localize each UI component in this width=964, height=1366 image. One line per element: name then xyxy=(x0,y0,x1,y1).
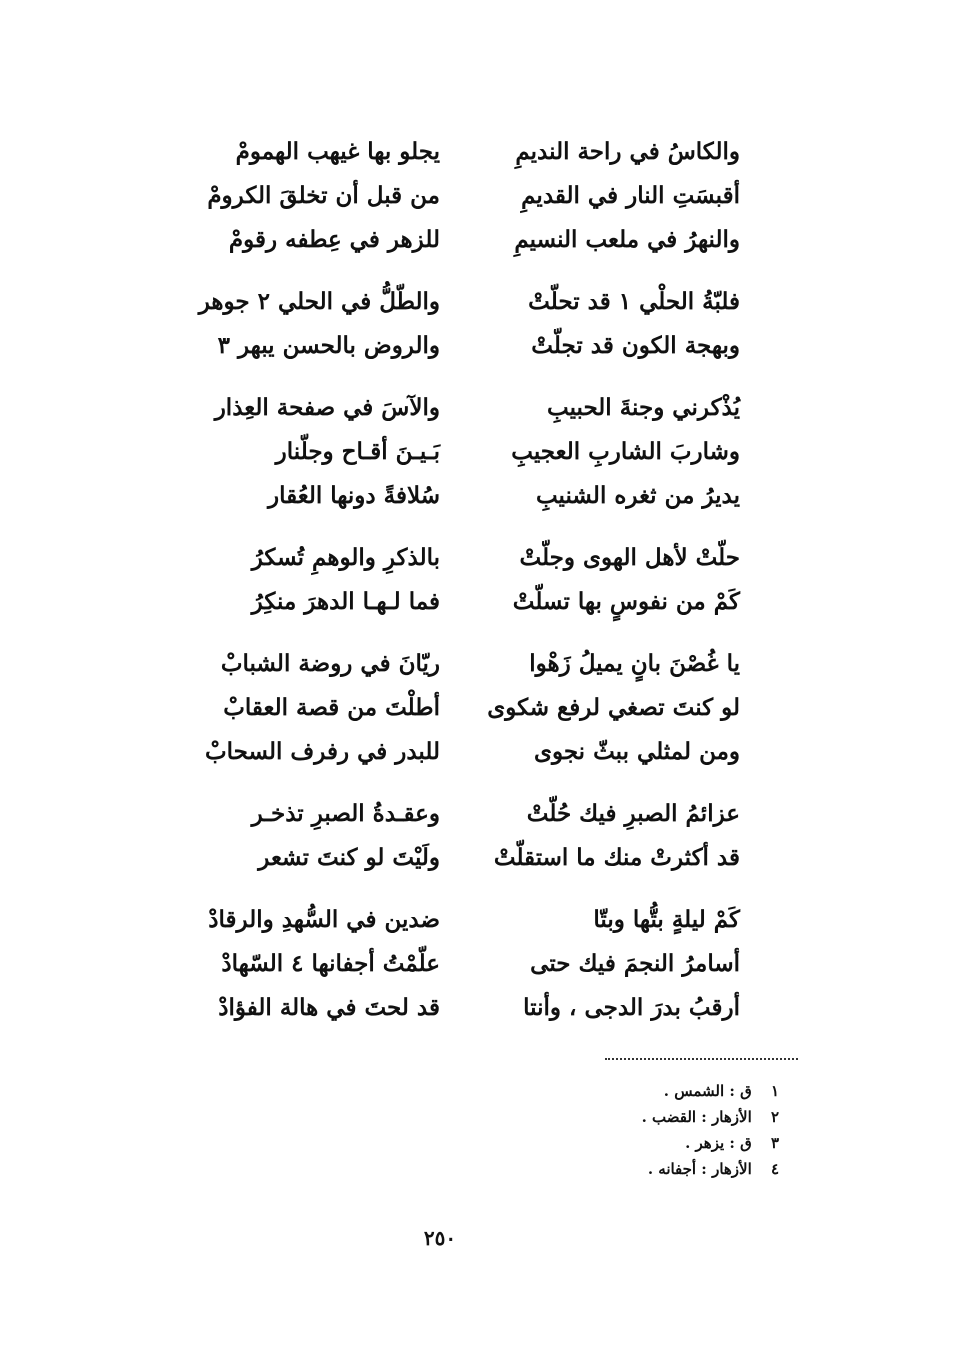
verse-second-hemistich: قد لحتَ في هالة الفؤادْ xyxy=(218,994,440,1021)
verse-second-hemistich: فما لـهـا الدهرَ منكِرُ xyxy=(251,588,440,615)
footnote-number: ٢ xyxy=(770,1108,779,1126)
stanza xyxy=(190,792,750,880)
verse-second-hemistich: أطلْتَ من قصة العقابْ xyxy=(223,694,440,721)
verse xyxy=(190,792,750,836)
verse xyxy=(190,898,750,942)
poem-body xyxy=(190,130,750,1048)
verse-second-hemistich: بَـيـنَ أقـاح وجلّنار xyxy=(275,438,440,465)
footnote-text: ق : يزهر . xyxy=(685,1134,752,1152)
verse xyxy=(190,174,750,218)
verse xyxy=(190,642,750,686)
footnote-text: الأزهار : القضب . xyxy=(641,1108,752,1126)
verse xyxy=(190,218,750,262)
verse-first-hemistich: قد أكثرتْ منك ما استقلّتْ xyxy=(493,844,740,871)
verse-second-hemistich: من قبل أن تخلقَ الكرومْ xyxy=(207,182,440,209)
verse-first-hemistich: يا غُصْنَ بانٍ يميلُ زَهْوا xyxy=(529,650,740,677)
verse xyxy=(190,536,750,580)
verse xyxy=(190,686,750,730)
stanza xyxy=(190,536,750,624)
verse-second-hemistich: والطّلُّ في الحلي ٢ جوهر xyxy=(198,288,440,315)
footnotes xyxy=(519,1078,779,1182)
verse-second-hemistich: وعقـدةُ الصبرِ تذخـر xyxy=(251,800,440,827)
footnote xyxy=(519,1078,779,1104)
footnote-number: ٣ xyxy=(770,1134,779,1152)
footnote-text: الأزهار : أجفانه . xyxy=(647,1160,752,1178)
verse-first-hemistich: وبهجة الكون قد تجلّتْ xyxy=(531,332,740,359)
verse-first-hemistich: أقبسَتِ النار في القديمِ xyxy=(521,182,740,209)
verse xyxy=(190,280,750,324)
verse-second-hemistich: ضدين في السُّهدِ والرقادْ xyxy=(208,906,440,933)
verse-second-hemistich: سُلافةً دونها العُقار xyxy=(268,482,440,509)
verse-first-hemistich: ومن لمثلي ببثّ نجوى xyxy=(533,738,740,765)
verse xyxy=(190,836,750,880)
verse xyxy=(190,942,750,986)
verse xyxy=(190,430,750,474)
stanza xyxy=(190,642,750,774)
verse-second-hemistich: ريّانَ في روضة الشبابْ xyxy=(220,650,440,677)
verse-second-hemistich: علّمْتُ أجفانها ٤ السّهادْ xyxy=(221,950,440,977)
stanza xyxy=(190,130,750,262)
verse-first-hemistich: أرقبُ بدرَ الدجى ، وأنتا xyxy=(523,994,740,1021)
verse-first-hemistich: كَمْ من نفوسٍ بها تسلّتْ xyxy=(512,588,740,615)
footnote xyxy=(519,1130,779,1156)
verse-first-hemistich: لو كنتَ تصغي لرفع شكوى xyxy=(487,694,740,721)
verse-first-hemistich: فلبّةُ الحلْي ١ قد تحلّتْ xyxy=(528,288,740,315)
verse-first-hemistich: والنهرُ في ملعب النسيمِ xyxy=(514,226,740,253)
footnote-text: ق : الشمس . xyxy=(663,1082,752,1100)
verse-first-hemistich: حلّتْ لأهل الهوى وجلّتْ xyxy=(519,544,740,571)
footnote-number: ١ xyxy=(770,1082,779,1100)
verse-first-hemistich: يُذْكرني وجنةَ الحبيبِ xyxy=(546,394,740,421)
stanza xyxy=(190,280,750,368)
verse xyxy=(190,324,750,368)
verse-first-hemistich: أسامرُ النجمَ فيك حتى xyxy=(530,950,740,977)
stanza xyxy=(190,386,750,518)
footnote-separator xyxy=(605,1058,798,1060)
verse-second-hemistich: والروض بالحسن يبهر ٣ xyxy=(217,332,440,359)
verse-second-hemistich: للزهر في عِطفه رقومْ xyxy=(228,226,440,253)
verse-second-hemistich: يجلو بها غيهب الهمومْ xyxy=(235,138,440,165)
footnote xyxy=(519,1156,779,1182)
verse-first-hemistich: عزائمُ الصبرِ فيك حُلّتْ xyxy=(526,800,740,827)
verse xyxy=(190,130,750,174)
footnote xyxy=(519,1104,779,1130)
verse-second-hemistich: ولَيْتَ لو كنتَ تشعر xyxy=(258,844,440,871)
page-number: ٢٥٠ xyxy=(423,1226,457,1250)
verse xyxy=(190,386,750,430)
footnote-number: ٤ xyxy=(770,1160,779,1178)
verse xyxy=(190,580,750,624)
verse-first-hemistich: يديرُ من ثغره الشنيبِ xyxy=(535,482,740,509)
verse-second-hemistich: للبدر في رفرف السحابْ xyxy=(205,738,440,765)
verse xyxy=(190,986,750,1030)
verse-first-hemistich: كَمْ ليلةٍ بتُّها وبتّا xyxy=(593,906,740,933)
verse xyxy=(190,474,750,518)
stanza xyxy=(190,898,750,1030)
verse-second-hemistich: بالذكرِ والوهمِ تُسكرُ xyxy=(251,544,440,571)
verse-first-hemistich: والكاسُ في راحة النديمِ xyxy=(515,138,740,165)
verse xyxy=(190,730,750,774)
verse-first-hemistich: وشاربَ الشاربِ العجيبِ xyxy=(511,438,740,465)
verse-second-hemistich: والآسَ في صفحة العِذار xyxy=(214,394,440,421)
